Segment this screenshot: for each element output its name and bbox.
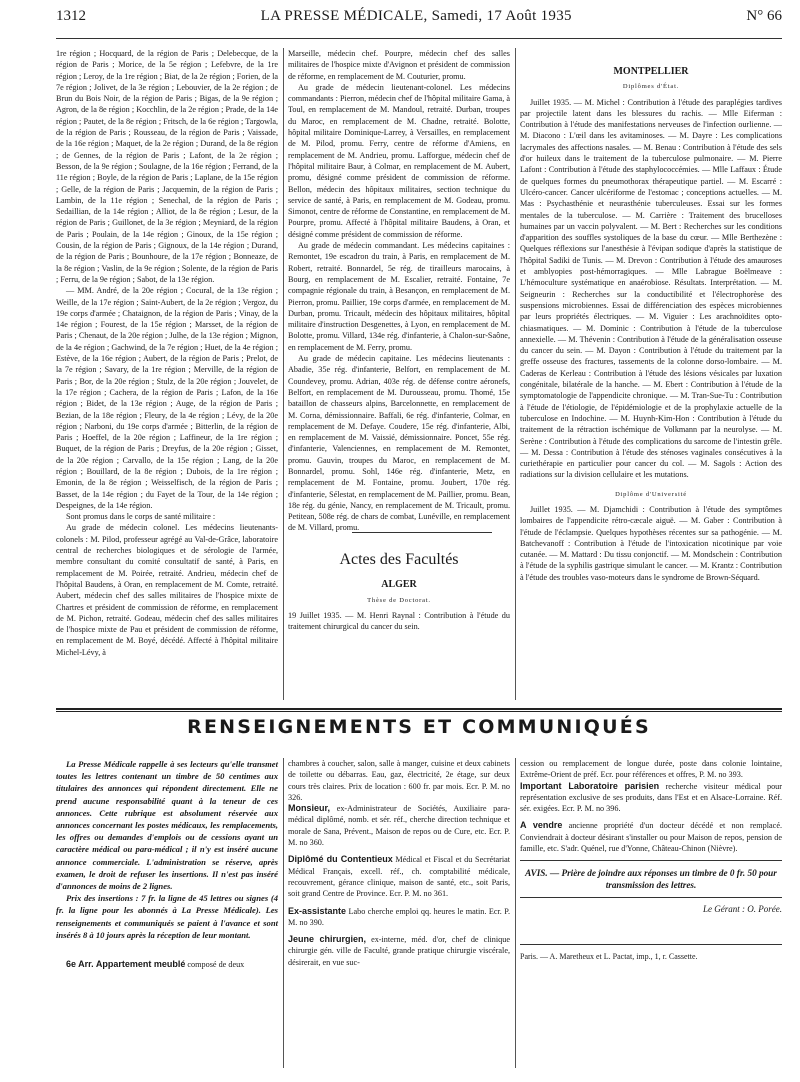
header-rule [56,38,782,39]
ad-exassistante-title: Ex-assistante [288,905,347,916]
journal-title: LA PRESSE MÉDICALE, Samedi, 17 Août 1935 [260,8,572,24]
ad-monsieur [288,803,510,848]
ad-monsieur-title: Monsieur, [288,803,331,814]
printer-line: Paris. — A. Maretheux et L. Pactat, imp., 1, r. Cassette. [520,951,698,961]
faculty-block [288,548,510,700]
montpellier-theses-universite: Juillet 1935. — M. Djamchidi : Contribution à l'étude des symptômes lombaires de l'appendicite rétro-cæcale aiguë. — M. Gaber : Contribution à l'étude de l'éclampsie. Quelques hypothèses récentes sur sa pathogénie. — M. Batchevanoff : Contribution à l'étude de l'intoxication nicotinique par voie cutanée. — M. Mattard : Du tissu conjonctif. — M. Mondschein : Contribution à l'étude de la syphilis gastrique simulant le cancer. — M. Krantz : Contribution à l'étude des troubles vaso-moteurs dans le syndrome de Brown-Séquard. [520,504,782,582]
column-2 [288,48,510,533]
promotion-lt-colonel: Au grade de médecin lieutenant-colonel. Les médecins commandants : Pierron, médecin chef de l'hôpital militaire Gama, à Toul, en remplacement de M. Mandoul, retraité. Durban, troupes du Maroc, en remplacement de M. Chadne, retraité. Bolotte, hôpital militaire Dominique-Larrey, à Versailles, en remplacement de M. Pilod, promu. Ferry, centre de réforme d'Amiens, en remplacement de M. Andrieu, promu. Lafforgue, médecin chef de l'hôpital militaire Baur, à Colmar, en remplacement de M. Aubert, promu, désigné comme président de commission de réforme. Bellon, médecin des hôpitaux militaires, section technique du service de santé, à Paris, en remplacement de M. Godeau, promu. Simonot, centre de réforme de Constantine, en remplacement de M. Pourpre, promu. Affecté à l'hôpital militaire Baudens, à Oran, et désigné comme président de commission de réforme. [288,82,510,239]
promotion-list-2: — MM. André, de la 20e région ; Cocural, de la 13e région ; Weille, de la 17e région ; Saint-Aubert, de la 2e région ; Vergoz, du 19e corps d'armée ; Chataignon, de la région de Paris ; Vinay, de la 14e région ; Fourest, de la 15e région ; Marsset, de la région de Paris ; Chenaut, de la 20e région ; Julhe, de la 13e région ; Mignon, de la 4e région ; Gachwind, de la 7e région ; Huet, de la 4e région ; Estève, de la 16e région ; Aubert, de la région de Paris ; Prelot, de la 7e région ; Savary, de la 1re région ; Merville, de la région de Paris ; Bor, de la 20e région ; Stulz, de la 20e région ; Jouvelet, de la 17e région ; Cachera, de la région de Paris ; Lafon, de la 16e région ; Bidet, de la 13e région ; Auge, de la région de Paris ; Bezian, de la 18e région ; Fleury, de la 4e région ; Lévy, de la 20e région ; Narboni, du 19e corps d'armée ; Bitterlin, de la région de Paris ; Hoeffel, de la 20e région ; Laffineur, de la 1re région ; Buquet, de la région de Paris ; Dreyfus, de la 20e région ; Gisset, de la 20e région ; Carvallo, de la 15e région ; Lang, de la 20e région ; Bouillard, de la 8e région ; Dubois, de la 1re région ; Emonin, de la 8e région ; Weisselfisch, de la région de Paris ; Basset, de la 14e région ; du Fayet de la Tour, de la 14e région ; Despeignes, de la 14e région. [56,286,278,510]
ads-rule-2 [515,758,516,1068]
alger-these: 19 Juillet 1935. — M. Henri Raynal : Contribution à l'étude du traitement chirurgical du cancer du sein. [288,610,510,632]
these-label: Thèse de Doctorat. [367,596,431,604]
issue-number: N° 66 [746,8,782,24]
renseignements-title: RENSEIGNEMENTS ET COMMUNIQUÉS [187,716,651,738]
ads-rule-1 [283,758,284,1068]
promotion-intro: Sont promus dans le corps de santé militaire : [66,512,216,522]
promotion-marseille: Marseille, médecin chef. Pourpre, médecin chef des salles militaires de l'hospice mixte d'Avignon et président de commission de réforme, en remplacement de M. Couturier, promu. [288,49,510,81]
column-rule-1 [283,48,284,700]
ad-jeune-chirurgien [288,934,510,968]
ad-jeune-text: ex-interne, méd. d'or, chef de clinique chirurgie gén. ville de Faculté, grande pratique chirurgie viscérale, désirerait, en vue suc- [288,935,510,967]
diplomes-etat-label: Diplômes d'État. [622,83,680,91]
page-header [56,8,782,30]
notice-column [56,758,278,1058]
notice-transmission: La Presse Médicale rappelle à ses lecteurs qu'elle transmet toutes les lettres contenant un timbre de 50 centimes aux titulaires des annonces qui répondent directement. Elle ne prend aucune responsabilité quant à la teneur de ces annonces. Cette rubrique est absolument réservée aux annonces concernant les postes médicaux, les remplacements, les offres ou demandes d'emplois ou de cessions ayant un caractère médical ou para-médical ; il n'y est inséré aucune annonce commerciale. L'administration se réserve, après examen, le droit de refuser les insertions. Il n'est pas inséré d'annonces de moins de 2 lignes. [56,759,278,892]
ad-monsieur-text: ex-Administrateur de Sociétés, Auxiliaire para-médical diplômé, nomb. et sér. réf., cherche direction technique et morale de Sana, Prévent., Maison de repos ou de Cure, etc. Ecr. P. M. no 360. [288,804,511,848]
ad-labo-title: Important Laboratoire parisien [520,780,660,791]
ad-a-vendre [520,820,782,854]
diplome-universite-label: Diplôme d'Université [615,490,687,498]
page-number: 1312 [56,8,86,24]
avis-rule-bottom [520,897,782,898]
ad-appartement-cont: chambres à coucher, salon, salle à manger, cuisine et deux cabinets de toilette ou débarras. Eau, gaz, électricité, 2e étage, sur deux cours très claires. Prix de location : 600 fr. par mois. Ecr. P. M. no 326. [288,759,510,802]
ad-jeune-title: Jeune chirurgien, [288,934,367,945]
ad-appartement-title: 6e Arr. Appartement meublé [66,959,186,970]
montpellier-heading: MONTPELLIER [613,66,689,77]
faculty-rule [352,532,492,533]
ads-column-3 [520,758,782,1068]
avis-notice: AVIS. — Prière de joindre aux réponses un timbre de 0 fr. 50 pour transmission des lettres. [525,868,777,891]
avis-rule-top [520,860,782,861]
section-rule-bottom [56,711,782,712]
promotion-list-1: 1re région ; Hocquard, de la région de Paris ; Delebecque, de la région de Paris ; Morice, de la 5e région ; Lefebvre, de la 1re région ; Leroy, de la 1re région ; Biat, de la 2e région ; Forien, de la 7e région ; Jolivet, de la 3e région ; Lebouvier, de la 2e région ; de Brun du Bois Noir, de la région de Paris ; Bigas, de la 9e région ; Agron, de la 8e région ; Kocchlin, de la 2e région ; Prade, de la 14e région ; Pautet, de la 8e région ; Fritsch, de la 6e région ; Targowla, de la région de Paris ; Rousseau, de la région de Paris ; Vaissade, de la 16e région ; Maquet, de la 2e région ; Durand, de la 8e région ; de Gennes, de la région de Paris ; Lafont, de la 2e région ; Besson, de la 9e région ; Soulagne, de la 16e région ; Ferrand, de la 11e région ; Boyle, de la région de Paris ; Laplane, de la 15e région ; Gelle, de la région de Paris ; Jacquemin, de la région de Paris ; Lambin, de la 11e région ; Senechal, de la région de Paris ; Sedaillian, de la 14e région ; Alliot, de la 8e région ; Lesur, de la région de Paris ; Guillonet, de la 3e région ; Meyniard, de la région de Paris ; Poulain, de la 14e région ; Ginoux, de la 15e région ; Cousin, de la région de Paris ; Gignoux, de la 14e région ; Durand, de la région de Paris ; Bounhoure, de la 17e région ; Bonneaze, de la 8e région ; Vaslin, de la 9e région ; Solente, de la région de Paris ; Ferru, de la 9e région ; Sabot, de la 13e région. [56,49,278,284]
column-3 [520,64,782,700]
ad-appartement-text: composé de deux [187,960,245,970]
ad-vendre-title: A vendre [520,820,563,831]
alger-heading: ALGER [381,579,417,591]
ad-labo-text: recherche visiteur médical pour représentation exclusive de ses produits, dans l'Est et en Alsace-Lorraine. Réf. sér. exigées. Ecr. P. M. no 396. [520,781,783,814]
promotion-capitaine: Au grade de médecin capitaine. Les médecins lieutenants : Abadie, 35e rég. d'infanterie, Belfort, en remplacement de M. Coundevey, promu. Adrian, 403e rég. de défense contre aéronefs, Belfort, en remplacement de M. Durousseau, promu. Thomé, 15e bataillon de chasseurs alpins, Barcelonnette, en remplacement de M. Corna, démissionnaire. Baffali, 6e rég. d'infanterie, Colmar, en remplacement de M. Defaye. Coudere, 15e rég. d'infanterie, Albi, en remplacement de M. Vaissié, démissionnaire. Poncet, 55e rég. d'infanterie, Valenciennes, en remplacement de M. Remontet, promu. Gauvin, troupes du Maroc, en remplacement de M. Bonnardel, promu. Sohl, 146e rég. d'infanterie, Metz, en remplacement de M. Fontaine, promu. Joubert, 170e rég. d'infanterie, Sélestat, en remplacement de M. Paillier, promu. Bean, 18e rég. du génie, Nancy, en remplacement de M. Tricault, promu. Petitean, 508e rég. de chars de combat, Lunéville, en remplacement de M. Villard, promu. [288,354,510,533]
ad-exassistante [288,906,510,929]
column-1 [56,48,278,700]
gerant-line: Le Gérant : O. Porée. [703,904,782,915]
ad-vendre-text: ancienne propriété d'un docteur décédé et non remplacé. Conviendrait à docteur désirant s'installer ou pour Maison de repos, pension de famille, etc. S'adr. Quénel, rue d'Yonne, Château-Chinon (Nièvre). [520,821,782,854]
ad-exassistante-text: Labo cherche emploi qq. heures le matin. Ecr. P. M. no 390. [288,906,511,927]
ad-diplome-title: Diplômé du Contentieux [288,854,393,865]
montpellier-theses-etat: Juillet 1935. — M. Michel : Contribution à l'étude des paraplégies tardives par projectile latent dans les blessures du rachis. — Mlle Eiferman : Contribution à l'étude des manifestations nerveuses de l'infection ourlienne. — M. Diacono : L'œil dans les avitaminoses. — M. Dayre : Les complications lacrymales des affections nasales. — M. Benau : Contribution à l'étude des sels d'or huileux dans le traitement de la tuberculose pulmonaire. — M. Pierre Lafont : Contribution à l'étude des staphylococcémies. — Mlle Laffaux : Étude de quelques formes du pneumothorax thérapeutique partiel. — M. Escarré : Ulcéro-cancer. Cancer ulcériforme de l'estomac ; conceptions actuelles. — M. Mas : Psychasthénie et neurasthénie tuberculeuses. Essai sur les formes mentales de la tuberculose. — M. Carrière : Traitement des brucelloses humaines par un vaccin polyvalent. — M. Bert : Recherches sur les conditions d'apparition des souffles systoliques de la base du cœur. — Mlle Berthezène : Quelques réflexions sur l'anesthésie à l'évipan sodique d'après la statistique de l'hôpital Sadiki de Tunis. — M. Drevon : Contribution à l'étude des amauroses et amblyopies post-hémorragiques. — Mlle Labrague Boëlmeave : L'hémoculture systématique en anaérobiose. Résultats. Interprétation. — M. Seigneurin : Recherches sur la conductibilité et l'électrophorèse des suspensions microbiennes. Essai de différenciation des espèces microbiennes par leurs propriétés électriques. — M. Viguier : Les arachnoïdites opto-chiasmatiques. — M. Dominic : Contribution à l'étude de la tuberculose annexielle. — M. Thévenin : Contribution à l'étude de la généralisation osseuse du cancer du sein. — M. Dayon : Contribution à l'étude du traitement par la greffe osseuse des fractures, tassements de la colonne dorso-lombaire. — M. Caderas de Kerleau : Contribution à l'étude des lésions vésicales par luxation congénitale, bilatérale de la hanche. — M. Ebert : Contribution à l'étude de la symptomatologie de l'appendicite chronique. — M. Tran-Sue-Tu : Contribution à l'étude de l'étiologie, de l'épidémiologie et de la prophylaxie actuelle de la tuberculose en Indochine. — M. Huynh-Kim-Hon : Contribution à l'étude du traitement de la rétraction ischémique de Volkmann par la neurolyse. — M. Serène : Contribution à l'étude des complications du sarcome de l'intestin grêle. — M. Dessa : Contribution à l'étude des sténoses vaginales consécutives à la curiethérapie en particulier pour cancer du col. — M. Sagols : Action des radiations sur la division cellulaire et les mutations. [520,97,782,480]
promotion-commandant: Au grade de médecin commandant. Les médecins capitaines : Remontet, 19e escadron du train, à Paris, en remplacement de M. Robert, retraité. Bonnardel, 5e rég. de tirailleurs marocains, à Bourg, en remplacement de M. Escalier, retraité. Fontaine, 7e compagnie régionale du train, à Besançon, en remplacement de M. Pierron, promu. Paillier, 19e corps d'armée, en remplacement de M. Durban, promu. Tricault, médecin des hôpitaux militaires, hôpital militaire d'instruction Desgenettes, à Lyon, en remplacement de M. Bolotte, promu. Villard, 134e rég. d'infanterie, à Chalon-sur-Saône, en remplacement de M. Ferry, promu. [288,241,510,352]
printer-rule [520,944,782,945]
ad-laboratoire [520,781,782,815]
promotion-colonel: Au grade de médecin colonel. Les médecins lieutenants-colonels : M. Pilod, professeur agrégé au Val-de-Grâce, laboratoire central de recherches biologiques et de sérologie de l'armée, membre consultant du comité consultatif de santé, à Paris, en remplacement de M. Poirée, retraité. Andrieu, médecin chef de l'hôpital Baudens, à Oran, en remplacement de M. Comte, retraité. Aubert, médecin chef des salles militaires de l'hospice mixte de Chartres et président de commission de réforme, en remplacement de M. Pichon, retraité. Godeau, médecin chef des salles militaires de l'hospice mixte de Pau et président de commission de réforme, en remplacement de M. Boyé, décédé. Affecté à l'hôpital militaire Michel-Lévy, à [56,523,278,657]
section-rule-top [56,708,782,710]
ad-diplome [288,854,510,899]
ad-jeune-cont: cession ou remplacement de longue durée, poste dans colonie lointaine, Extrême-Orient de préf. Ecr. pour références et offres, P. M. no 393. [520,759,782,780]
faculty-title: Actes des Facultés [339,551,459,568]
notice-prix: Prix des insertions : 7 fr. la ligne de 45 lettres ou signes (4 fr. la ligne pour les abonnés à La Presse Médicale). Les renseignements et communiqués se paient à l'avance et sont insérés 8 à 10 jours après la réception de leur montant. [56,893,278,940]
ad-appartement [56,959,278,970]
ad-diplome-text: Médical et Fiscal et du Secrétariat Médical Français, excell. réf., ch. comptabilité médicale, recouvrement, gérance clinique, maison de santé, etc., soit Paris, soit grand Centre de Province. Ecr. P. M. no 361. [288,855,511,899]
ads-column-2 [288,758,510,1068]
column-rule-2 [515,48,516,700]
